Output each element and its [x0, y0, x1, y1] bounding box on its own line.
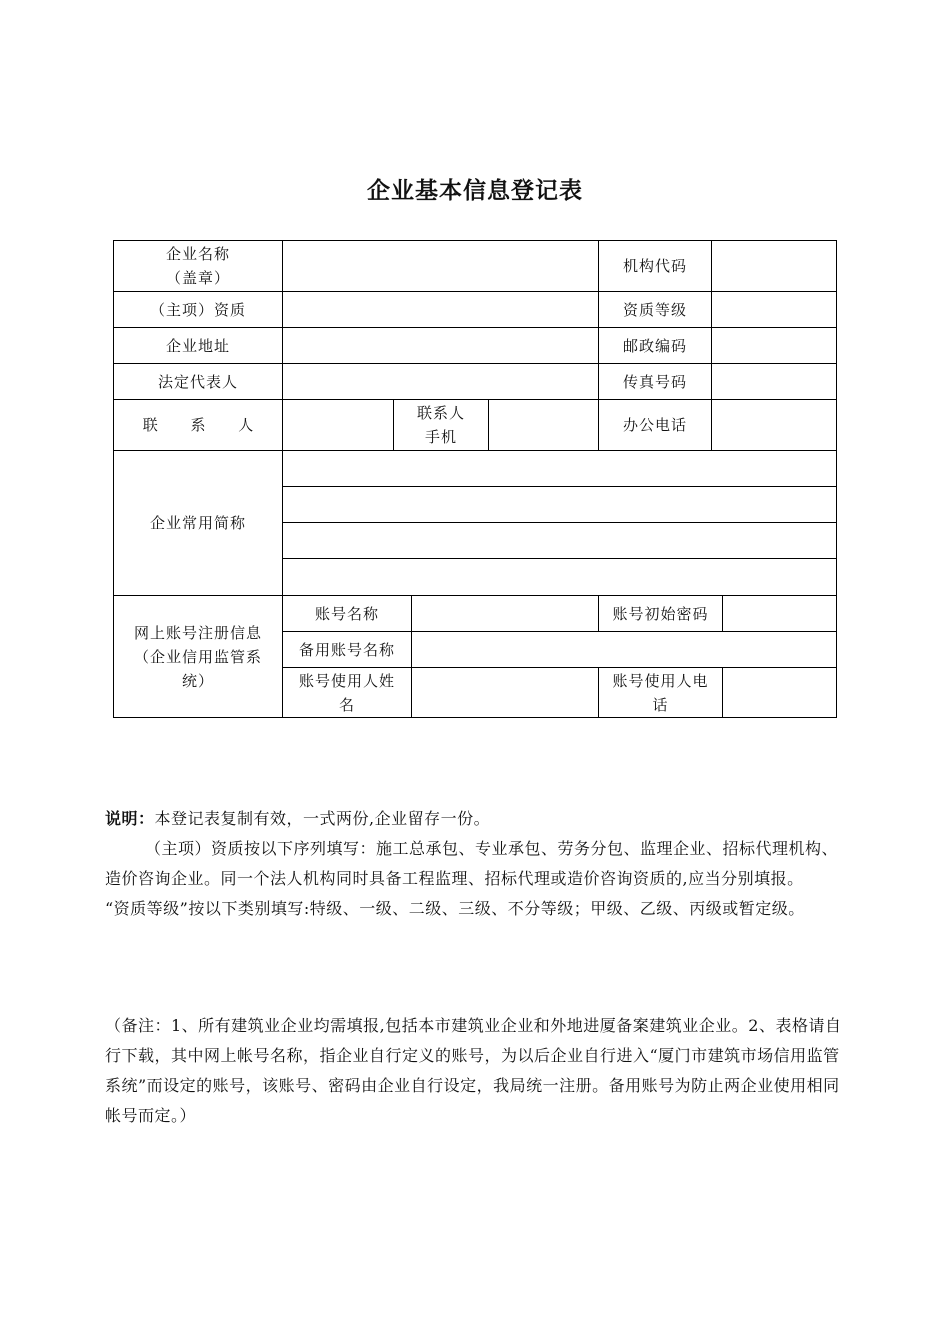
label-account-user-phone-line1: 账号使用人电: [612, 671, 709, 690]
label-postal-code: 邮政编码: [622, 336, 687, 355]
label-account-user-name: [283, 668, 411, 717]
remarks-text: （备注：1、所有建筑业企业均需填报,包括本市建筑业企业和外地进厦备案建筑业企业。2、表格请自行下载，其中网上帐号名称，指企业自行定义的账号，为以后企业自行进入“厦门市建筑市场信用监管系统”而设定的账号，该账号、密码由企业自行设定，我局统一注册。备用账号为防止两企业使用相同帐号而定。）: [105, 1016, 842, 1125]
label-contact: 联 系 人: [142, 416, 268, 434]
field-abbreviation-1[interactable]: [283, 451, 836, 486]
field-legal-rep[interactable]: [283, 364, 598, 399]
field-contact-mobile[interactable]: [489, 400, 598, 450]
instructions: [105, 804, 845, 924]
label-qualification-grade: 资质等级: [622, 300, 687, 319]
instructions-paragraph2: （主项）资质按以下序列填写：施工总承包、专业承包、劳务分包、监理企业、招标代理机构、造价咨询企业。同一个法人机构同时具备工程监理、招标代理或造价咨询资质的,应当分别填报。: [105, 839, 839, 888]
label-contact-mobile-line1: 联系人: [416, 404, 465, 422]
field-abbreviation-3[interactable]: [283, 523, 836, 558]
label-company-name-line1: 企业名称: [165, 245, 230, 263]
label-online-registration: [114, 596, 282, 717]
instructions-line1: [105, 804, 845, 834]
label-company-address: 企业地址: [165, 336, 230, 355]
label-common-abbreviation: 企业常用简称: [149, 514, 246, 532]
form-title: 企业基本信息登记表: [367, 177, 583, 204]
field-abbreviation-4[interactable]: [283, 559, 836, 595]
field-account-user-name[interactable]: [412, 668, 598, 717]
label-office-phone: 办公电话: [622, 416, 687, 434]
label-account-user-phone-line2: 话: [652, 695, 669, 714]
field-contact[interactable]: [283, 400, 393, 450]
label-legal-rep: 法定代表人: [157, 372, 238, 391]
remarks: [105, 1011, 845, 1131]
label-online-registration-line2: （企业信用监管系: [133, 647, 262, 666]
label-main-qualification: （主项）资质: [149, 300, 246, 319]
field-office-phone[interactable]: [712, 400, 836, 450]
field-main-qualification[interactable]: [283, 292, 598, 327]
field-company-address[interactable]: [283, 328, 598, 363]
label-online-registration-line1: 网上账号注册信息: [133, 623, 262, 642]
label-contact-mobile: [394, 400, 488, 450]
field-fax[interactable]: [712, 364, 836, 399]
label-company-name: [114, 241, 282, 291]
field-account-name[interactable]: [412, 596, 598, 631]
label-online-registration-line3: 统）: [181, 671, 214, 690]
field-backup-account[interactable]: [412, 632, 836, 667]
table-border-right: [836, 240, 837, 718]
field-postal-code[interactable]: [712, 328, 836, 363]
instructions-paragraph3: “资质等级”按以下类别填写:特级、一级、二级、三级、不分等级；甲级、乙级、丙级或暂定级。: [105, 899, 805, 918]
label-backup-account: 备用账号名称: [298, 640, 395, 659]
label-company-name-line2: （盖章）: [165, 269, 230, 287]
instructions-label: 说明：: [105, 809, 155, 828]
label-contact-mobile-line2: 手机: [424, 428, 457, 446]
field-initial-password[interactable]: [723, 596, 836, 631]
field-qualification-grade[interactable]: [712, 292, 836, 327]
field-account-user-phone[interactable]: [723, 668, 836, 717]
label-initial-password: 账号初始密码: [612, 604, 709, 623]
label-fax: 传真号码: [622, 372, 687, 391]
field-company-name[interactable]: [283, 241, 598, 291]
label-org-code: 机构代码: [622, 257, 687, 275]
table-border-bottom: [113, 717, 837, 718]
label-account-user-phone: [599, 668, 722, 717]
instructions-text1: 本登记表复制有效，一式两份,企业留存一份。: [154, 809, 491, 828]
label-account-user-name-line1: 账号使用人姓: [298, 671, 395, 690]
label-account-name: 账号名称: [314, 604, 379, 623]
label-account-user-name-line2: 名: [338, 695, 355, 714]
field-abbreviation-2[interactable]: [283, 487, 836, 522]
field-org-code[interactable]: [712, 241, 836, 291]
